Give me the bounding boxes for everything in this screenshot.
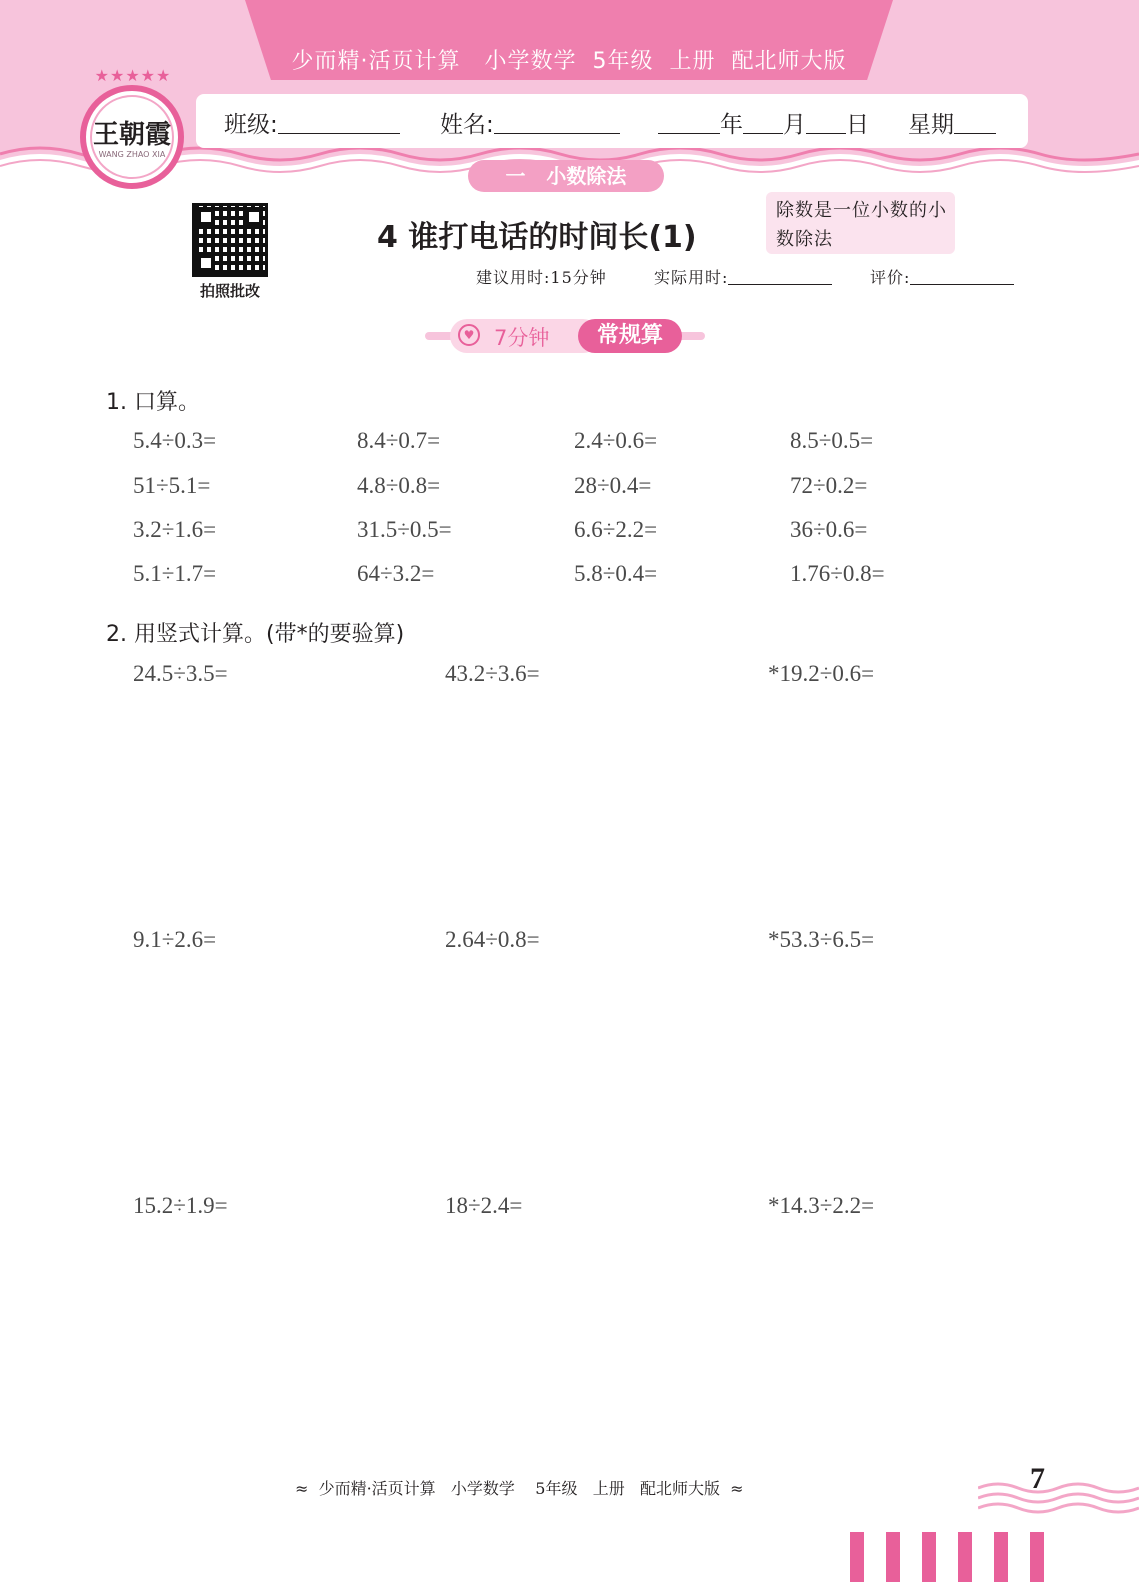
footer-stripe [850, 1532, 864, 1582]
vertical-division-problem: 2.64÷0.8= [445, 927, 540, 952]
mental-math-problem: 5.8÷0.4= [574, 561, 658, 586]
mental-math-problem: 31.5÷0.5= [357, 517, 452, 542]
qr-label: 拍照批改 [199, 282, 260, 300]
lesson-title: 4 谁打电话的时间长(1) [377, 220, 697, 255]
class-blank[interactable] [278, 111, 400, 134]
footer-stripe [1030, 1532, 1044, 1582]
vertical-division-problem: 9.1÷2.6= [133, 927, 217, 952]
month-blank[interactable] [743, 111, 783, 134]
mental-math-problem: 8.5÷0.5= [790, 428, 874, 453]
series-title: 少而精·活页计算 小学数学 5年级 上册 配北师大版 [291, 49, 847, 74]
timer-badge [450, 319, 700, 353]
badge-time: 7分钟 [494, 326, 550, 350]
mental-math-problem: 5.1÷1.7= [133, 561, 217, 586]
year-blank[interactable] [658, 111, 720, 134]
question-1-heading: 1. 口算。 [106, 390, 200, 415]
suggested-time: 建议用时:15分钟 [476, 268, 607, 287]
mental-math-problem: 2.4÷0.6= [574, 428, 658, 453]
class-label: 班级: [224, 112, 278, 138]
date-field[interactable] [658, 106, 869, 139]
qr-code-icon[interactable] [192, 203, 268, 277]
mental-math-problem: 5.4÷0.3= [133, 428, 217, 453]
actual-time-label: 实际用时: [654, 268, 729, 287]
evaluation-field[interactable] [870, 265, 1014, 288]
mental-math-problem: 72÷0.2= [790, 473, 868, 498]
actual-time-blank[interactable] [728, 268, 832, 285]
logo-stars-icon: ★★★★★ [94, 66, 172, 85]
mental-math-problem: 4.8÷0.8= [357, 473, 441, 498]
mental-math-problem: 51÷5.1= [133, 473, 211, 498]
qr-corner [197, 208, 215, 226]
badge-label: 常规算 [578, 319, 682, 353]
footer-wave-decoration [978, 1480, 1139, 1520]
footer-stripe [922, 1532, 936, 1582]
page-number: 7 [1030, 1462, 1045, 1495]
mental-math-problem: 1.76÷0.8= [790, 561, 885, 586]
footer-stripe [958, 1532, 972, 1582]
vertical-division-problem-check: *19.2÷0.6= [768, 661, 875, 686]
name-blank[interactable] [494, 111, 620, 134]
mental-math-problem: 8.4÷0.7= [357, 428, 441, 453]
section-label: 一 小数除法 [468, 160, 664, 192]
month-label: 月 [783, 112, 806, 138]
question-2-heading: 2. 用竖式计算。(带*的要验算) [106, 622, 405, 647]
footer-stripe [886, 1532, 900, 1582]
medal-icon: ♥ [458, 324, 480, 346]
vertical-division-problem: 43.2÷3.6= [445, 661, 540, 686]
name-label: 姓名: [440, 112, 494, 138]
mental-math-problem: 6.6÷2.2= [574, 517, 658, 542]
qr-corner [245, 208, 263, 226]
evaluation-blank[interactable] [910, 268, 1014, 285]
actual-time-field[interactable] [654, 265, 832, 288]
footer-stripe [994, 1532, 1008, 1582]
weekday-field[interactable] [908, 106, 996, 139]
logo-text: 王朝霞 [92, 120, 171, 150]
weekday-blank[interactable] [954, 111, 996, 134]
mental-math-problem: 28÷0.4= [574, 473, 652, 498]
vertical-division-problem-check: *14.3÷2.2= [768, 1193, 875, 1218]
evaluation-label: 评价: [870, 268, 911, 287]
name-field[interactable] [440, 106, 620, 139]
vertical-division-problem-check: *53.3÷6.5= [768, 927, 875, 952]
mental-math-problem: 3.2÷1.6= [133, 517, 217, 542]
lesson-topic: 除数是一位小数的小数除法 [776, 200, 947, 250]
vertical-division-problem: 15.2÷1.9= [133, 1193, 228, 1218]
logo-subtext: WANG ZHAO XIA [98, 150, 166, 159]
day-blank[interactable] [806, 111, 846, 134]
day-label: 日 [846, 112, 869, 138]
year-label: 年 [720, 112, 743, 138]
mental-math-problem: 64÷3.2= [357, 561, 435, 586]
footer-series-line: ≈ 少而精·活页计算 小学数学 5年级 上册 配北师大版 ≈ [295, 1479, 744, 1498]
vertical-division-problem: 18÷2.4= [445, 1193, 523, 1218]
class-field[interactable] [224, 106, 400, 139]
weekday-label: 星期 [908, 112, 954, 138]
vertical-division-problem: 24.5÷3.5= [133, 661, 228, 686]
qr-corner [197, 254, 215, 272]
mental-math-problem: 36÷0.6= [790, 517, 868, 542]
